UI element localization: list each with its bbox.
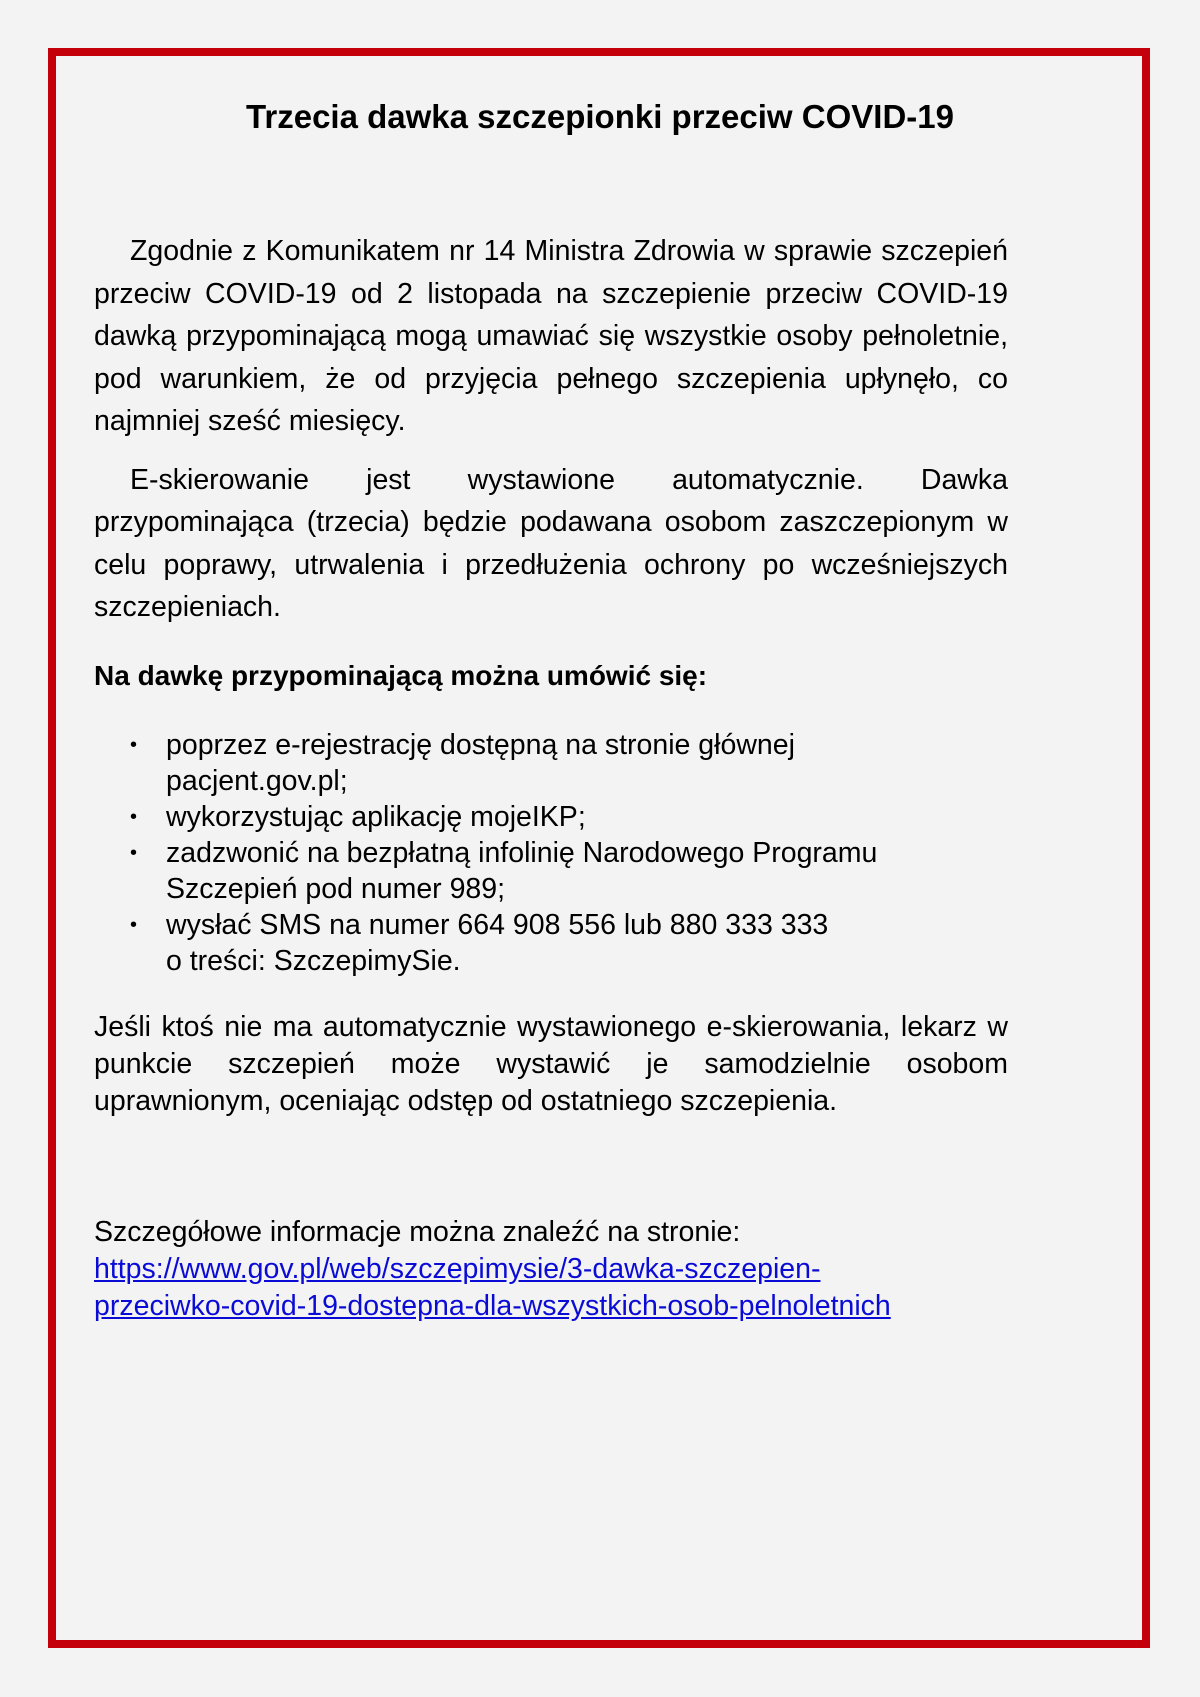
list-item: • wysłać SMS na numer 664 908 556 lub 880 333 333 o treści: SzczepimySie.: [166, 907, 1008, 979]
paragraph-intro: Zgodnie z Komunikatem nr 14 Ministra Zdrowia w sprawie szczepień przeciw COVID-19 od 2 listopada na szczepienie przeciw COVID-19 dawką przypominającą mogą umawiać się wszystkie osoby pełnoletnie, pod warunkiem, że od przyjęcia pełnego szczepienia upłynęło, co najmniej sześć miesięcy.: [94, 235, 1008, 437]
paragraph-e-referral: E-skierowanie jest wystawione automatycznie. Dawka przypominająca (trzecia) będzie podawana osobom zaszczepionym w celu poprawy, utrwalenia i przedłużenia ochrony po wcześniejszych szczepieniach.: [94, 463, 1008, 623]
list-item: • wykorzystując aplikację mojeIKP;: [166, 799, 1008, 835]
more-info: [94, 1214, 1008, 1325]
document-title: Trzecia dawka szczepionki przeciw COVID-19: [246, 98, 954, 135]
list-item: • zadzwonić na bezpłatną infolinię Narodowego Programu Szczepień pod numer 989;: [166, 835, 1008, 907]
document-body: [94, 230, 1008, 1325]
list-heading: Na dawkę przypominającą można umówić się:: [94, 659, 708, 691]
list-item: • poprzez e-rejestrację dostępną na stronie głównej pacjent.gov.pl;: [166, 727, 1008, 799]
booking-options-list: [94, 727, 1008, 979]
info-link[interactable]: https://www.gov.pl/web/szczepimysie/3-dawka-szczepien- przeciwko-covid-19-dostepna-dla-wszystkich-osob-pelnoletnich: [94, 1253, 891, 1322]
paragraph-doctor: Jeśli ktoś nie ma automatycznie wystawionego e-skierowania, lekarz w punkcie szczepień może wystawić je samodzielnie osobom uprawnionym, oceniając odstęp od ostatniego szczepienia.: [94, 1011, 1008, 1117]
more-info-label: Szczegółowe informacje można znaleźć na stronie:: [94, 1216, 741, 1248]
